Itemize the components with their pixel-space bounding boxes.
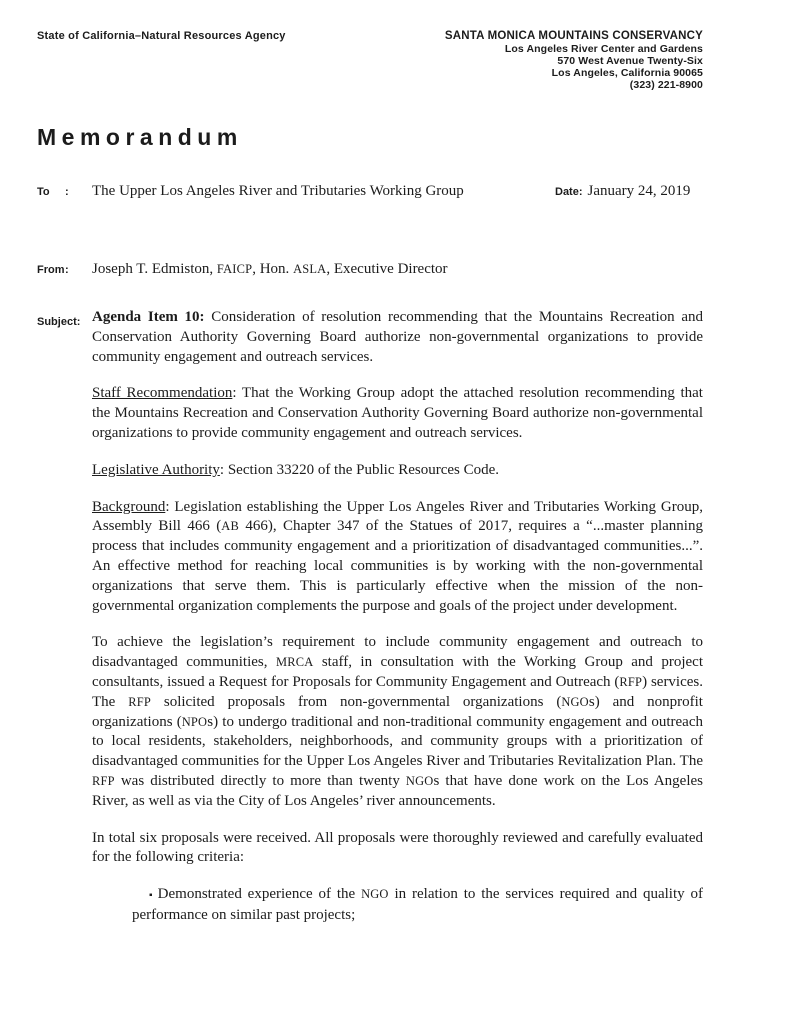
bullet-square-icon: ▪ <box>149 890 155 902</box>
state-agency-line: State of California–Natural Resources Agency <box>37 30 286 42</box>
to-field-row <box>37 181 703 202</box>
from-label: From <box>37 264 65 276</box>
date-field <box>555 181 690 202</box>
date-value: January 24, 2019 <box>587 183 691 199</box>
legislative-authority-paragraph: Legislative Authority: Section 33220 of the Public Resources Code. <box>92 461 500 478</box>
from-value: Joseph T. Edmiston, FAICP, Hon. ASLA, Executive Director <box>92 261 448 277</box>
subject-field-row <box>37 308 703 926</box>
to-value: The Upper Los Angeles River and Tributaries Working Group <box>92 183 464 199</box>
criteria-intro-paragraph: In total six proposals were received. All proposals were thoroughly reviewed and carefully evaluated for the following criteria: <box>92 829 703 866</box>
memo-content-area <box>37 30 703 926</box>
background-paragraph: Background: Legislation establishing the Upper Los Angeles River and Tributaries Working Group, Assembly Bill 466 (AB 466), Chapter 347 of the Statues of 2017, requires a “...master planning process that includes community engagement and a prioritization of disadvantaged communities...”. An effective method for reaching local communities is by working with the non-governmental organizations that serve them. This is particularly effective when the mission of the non-governmental organization complements the purpose and goals of the project under development. <box>92 498 703 614</box>
org-address-block <box>445 30 703 91</box>
org-name: SANTA MONICA MOUNTAINS CONSERVANCY <box>444 30 703 42</box>
rfp-paragraph: To achieve the legislation’s requirement to include community engagement and outreach to disadvantaged communities, MRCA staff, in consultation with the Working Group and project consultants, issued a Request for Proposals for Community Engagement and Outreach (RFP) services. The RFP solicited proposals from non-governmental organizations (NGOs) and nonprofit organizations (NPOs) to undergo traditional and non-traditional community engagement and outreach to local residents, stakeholders, neighborhoods, and community groups with a prioritization of disadvantaged communities for the Upper Los Angeles River and Tributaries Revitalization Plan. The RFP was distributed directly to more than twenty NGOs that have done work on the Los Angeles River, as well as via the City of Los Angeles’ river announcements. <box>92 634 704 809</box>
letterhead <box>37 30 703 91</box>
address-line: 570 West Avenue Twenty-Six <box>557 55 703 67</box>
staff-recommendation-paragraph: Staff Recommendation: That the Working Group adopt the attached resolution recommending that the Mountains Recreation and Conservation Authority Governing Board authorize non-governmental organizations to provide community engagement and outreach services. <box>92 385 703 441</box>
subject-label: Subject: <box>37 316 81 328</box>
memo-title: Memorandum <box>37 124 243 150</box>
from-colon: : <box>65 264 69 276</box>
phone-line: (323) 221-8900 <box>629 79 703 91</box>
memo-body <box>92 308 703 926</box>
to-label: To <box>37 186 50 198</box>
address-line: Los Angeles River Center and Gardens <box>504 43 703 55</box>
from-field-row <box>37 259 703 280</box>
criteria-bullet-item <box>92 885 703 926</box>
bullet-text: Demonstrated experience of the NGO in relation to the services required and quality of performance on similar past projects; <box>132 886 703 923</box>
address-line: Los Angeles, California 90065 <box>551 67 703 79</box>
subject-paragraph: Agenda Item 10: Consideration of resolution recommending that the Mountains Recreation and Conservation Authority Governing Board authorize non-governmental organizations to provide community engagement and outreach services. <box>92 309 703 365</box>
to-colon: : <box>65 186 69 198</box>
date-label: Date: <box>555 186 583 198</box>
